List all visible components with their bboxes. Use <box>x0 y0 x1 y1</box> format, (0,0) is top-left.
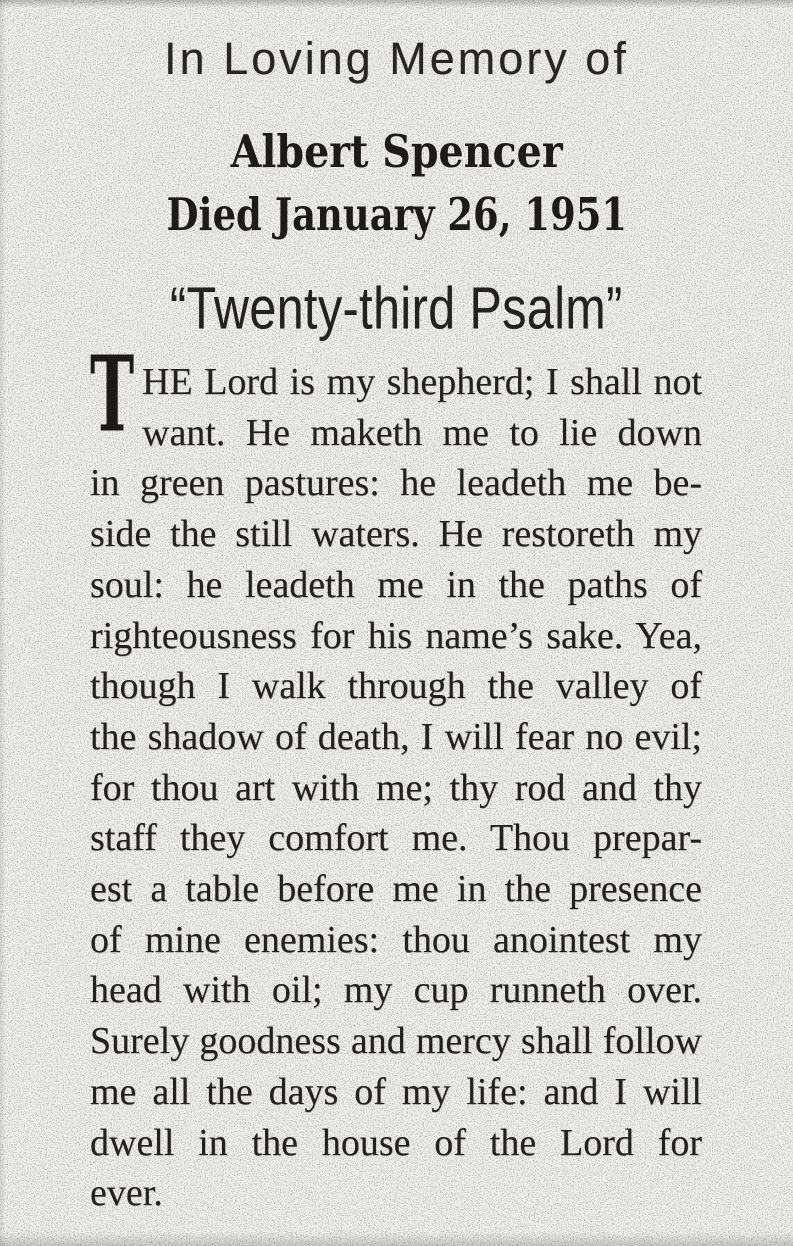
deceased-name-text: Albert Spencer <box>230 125 563 178</box>
page-title: In Loving Memory of <box>164 33 629 84</box>
psalm-line: HE Lord is my shepherd; I shall not <box>142 361 702 403</box>
psalm-line: want. He maketh me to lie down <box>142 411 702 454</box>
psalm-line: dwell in the house of the Lord for <box>90 1121 702 1164</box>
dropcap-letter-t: T <box>90 332 135 455</box>
psalm-line: for thou art with me; thy rod and thy <box>90 766 702 809</box>
psalm-line: soul: he leadeth me in the paths of <box>90 563 702 606</box>
scan-edge-shadow-bottom <box>0 1232 793 1246</box>
psalm-line: me all the days of my life: and I will <box>90 1070 702 1113</box>
death-date-text: Died January 26, 1951 <box>166 188 627 241</box>
psalm-line: the shadow of death, I will fear no evil; <box>90 715 702 758</box>
death-date <box>0 188 793 241</box>
psalm-heading-text: “Twenty-third Psalm” <box>170 275 623 343</box>
psalm-line: righteousness for his name’s sake. Yea, <box>90 614 702 657</box>
scan-edge-shadow-top <box>0 0 793 8</box>
scan-edge-shadow-left <box>0 0 6 1246</box>
psalm-line: though I walk through the valley of <box>90 665 702 708</box>
psalm-line: head with oil; my cup runneth over. <box>90 969 702 1012</box>
psalm-line: staff they comfort me. Thou prepar- <box>90 817 702 860</box>
psalm-heading <box>0 275 793 343</box>
psalm-line: side the still waters. He restoreth my <box>90 513 702 556</box>
deceased-name <box>0 125 793 178</box>
psalm-line: of mine enemies: thou anointest my <box>90 918 702 961</box>
psalm-line: Surely goodness and mercy shall follow <box>90 1020 702 1063</box>
psalm-text-block <box>90 332 702 1219</box>
psalm-line: est a table before me in the presence <box>90 868 702 911</box>
psalm-line: ever. <box>90 1172 163 1215</box>
psalm-line: in green pastures: he leadeth me be- <box>90 462 702 505</box>
